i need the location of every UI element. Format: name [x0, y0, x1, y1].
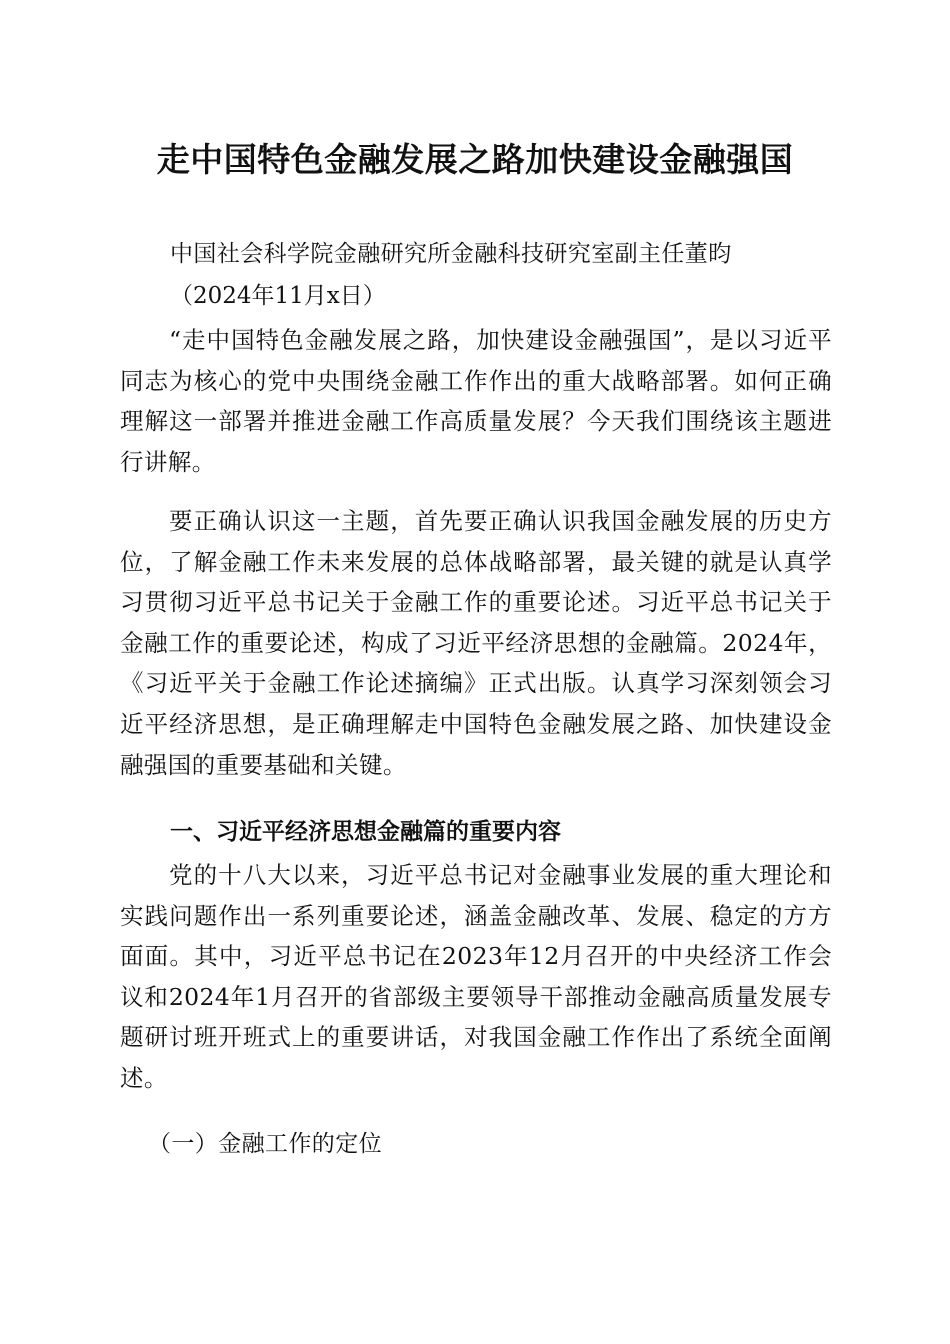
- paragraph: 要正确认识这一主题，首先要正确认识我国金融发展的历史方位，了解金融工作未来发展的总体战略部署，最关键的就是认真学习贯彻习近平总书记关于金融工作的重要论述。习近平总书记关于金融工作的重要论述，构成了习近平经济思想的金融篇。2024年，《习近平关于金融工作论述摘编》正式出版。认真学习深刻领会习近平经济思想，是正确理解走中国特色金融发展之路、加快建设金融强国的重要基础和关键。: [120, 507, 832, 779]
- paragraph: “走中国特色金融发展之路，加快建设金融强国”，是以习近平同志为核心的党中央围绕金融工作作出的重大战略部署。如何正确理解这一部署并推进金融工作高质量发展？今天我们围绕该主题进行讲解。: [120, 326, 832, 476]
- section-heading: 一、习近平经济思想金融篇的重要内容: [170, 819, 561, 845]
- author-line: 中国社会科学院金融研究所金融科技研究室副主任董昀: [170, 241, 732, 267]
- paragraph: 党的十八大以来，习近平总书记对金融事业发展的重大理论和实践问题作出一系列重要论述，涵盖金融改革、发展、稳定的方方面面。其中，习近平总书记在2023年12月召开的中央经济工作会议和2024年1月召开的省部级主要领导干部推动金融高质量发展专题研讨班开班式上的重要讲话，对我国金融工作作出了系统全面阐述。: [120, 861, 832, 1092]
- subsection-heading: （一）金融工作的定位: [148, 1131, 382, 1157]
- document-title: 走中国特色金融发展之路加快建设金融强国: [156, 140, 794, 179]
- date-line: （2024年11月x日）: [170, 283, 386, 309]
